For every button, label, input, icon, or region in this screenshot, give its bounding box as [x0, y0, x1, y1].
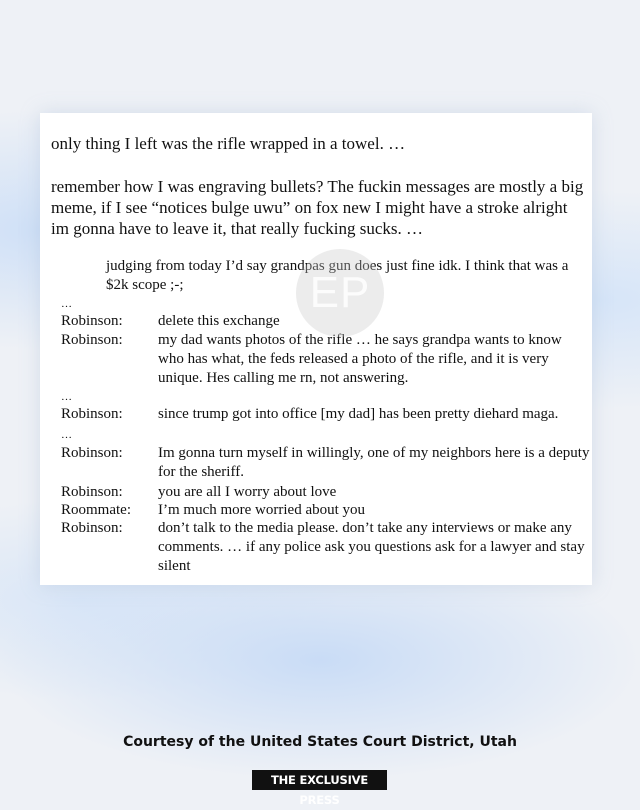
- message-text: I’m much more worried about you: [158, 502, 366, 518]
- message-row: [61, 501, 591, 520]
- message-speaker: Robinson:: [61, 520, 123, 536]
- message-text: since trump got into office [my dad] has been pretty diehard maga.: [158, 406, 559, 422]
- message-text: don’t talk to the media please. don’t take any interviews or make any comments. … if any police ask you questions ask for a lawyer and stay silent: [158, 520, 585, 574]
- message-row: [61, 405, 591, 424]
- message-row: [61, 444, 591, 482]
- message-text: Im gonna turn myself in willingly, one of my neighbors here is a deputy for the sheriff.: [158, 445, 590, 480]
- message-speaker: Robinson:: [61, 313, 123, 329]
- message-text: my dad wants photos of the rifle … he says grandpa wants to know who has what, the feds released a photo of the rifle, and it is very unique. Hes calling me rn, not answering.: [158, 332, 562, 386]
- ellipsis-marker: …: [61, 391, 72, 403]
- message-row: [61, 331, 591, 388]
- message-speaker: Robinson:: [61, 332, 123, 348]
- message-text: delete this exchange: [158, 313, 280, 329]
- ep-watermark-logo: EP: [296, 249, 384, 337]
- document-paragraph: only thing I left was the rifle wrapped in a towel. …: [51, 134, 406, 153]
- image-credit: Courtesy of the United States Court District, Utah: [123, 734, 517, 750]
- brand-badge: THE EXCLUSIVE PRESS: [252, 770, 387, 790]
- document-paragraph: remember how I was engraving bullets? The fuckin messages are mostly a big meme, if I see “notices bulge uwu” on fox new I might have a stroke alright im gonna have to leave it, that really fucking sucks. …: [51, 177, 584, 238]
- message-speaker: Robinson:: [61, 484, 123, 500]
- message-row: [61, 519, 591, 576]
- message-text: you are all I worry about love: [158, 484, 337, 500]
- ellipsis-marker: …: [61, 429, 72, 441]
- court-document-excerpt: [40, 113, 592, 585]
- message-speaker: Roommate:: [61, 502, 131, 518]
- message-speaker: Robinson:: [61, 445, 123, 461]
- message-row: [61, 483, 591, 502]
- message-speaker: Robinson:: [61, 406, 123, 422]
- ellipsis-marker: …: [61, 298, 72, 310]
- quoted-message: judging from today I’d say grandpas gun does just fine idk. I think that was a $2k scope ;-;: [106, 258, 569, 293]
